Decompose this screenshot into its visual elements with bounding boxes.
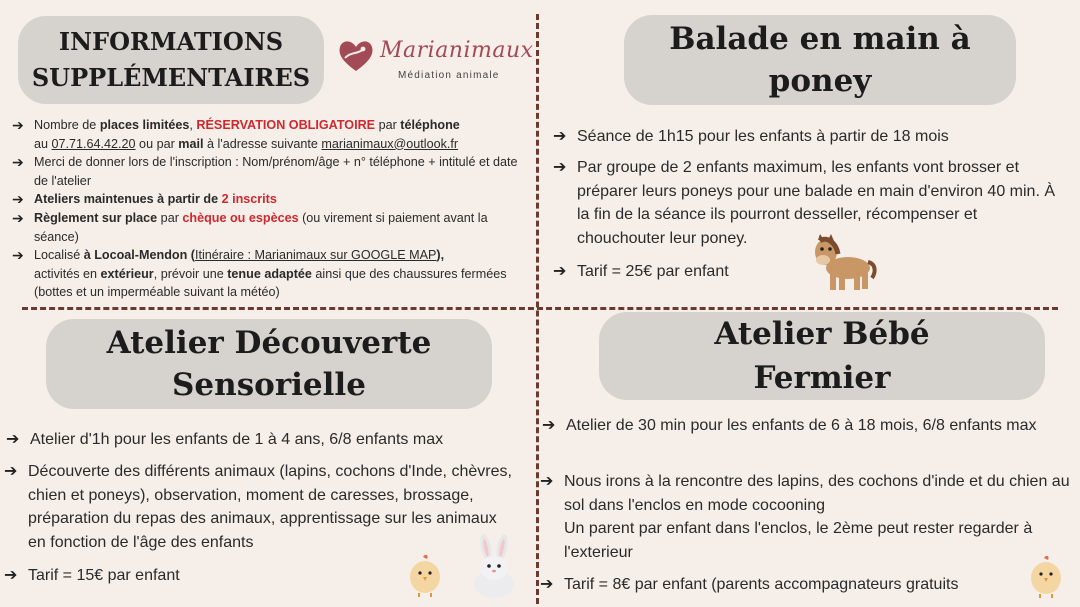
chick-icon <box>1026 554 1066 598</box>
info-item <box>12 153 532 190</box>
info-title-line1: INFORMATIONS <box>58 27 284 56</box>
arrow-icon: ➔ <box>12 117 24 133</box>
info-text: tenue adaptée <box>227 266 312 281</box>
bebe-title-line1: Atelier Bébé <box>714 316 930 352</box>
reservation-obligatoire: RÉSERVATION OBLIGATOIRE <box>196 118 376 132</box>
arrow-icon: ➔ <box>553 159 567 176</box>
info-text: , prévoir une <box>153 266 228 281</box>
info-text: Merci de donner lors de l'inscription : Nom/prénom/âge + n° téléphone + intitulé et date de l'atelier <box>34 155 518 188</box>
arrow-icon: ➔ <box>6 431 20 448</box>
balade-title-pill <box>624 15 1016 105</box>
logo <box>336 36 534 90</box>
bebe-text: Atelier de 30 min pour les enfants de 6 à 18 mois, 6/8 enfants max <box>566 417 1037 434</box>
decouverte-title-line1: Atelier Découverte <box>106 325 432 361</box>
balade-text: Tarif = 25€ par enfant <box>577 263 729 280</box>
bebe-item <box>540 470 1070 564</box>
pony-icon <box>808 232 878 294</box>
info-text: à l'adresse suivante <box>203 136 322 151</box>
balade-text: Séance de 1h15 pour les enfants à partir de 18 mois <box>577 128 949 145</box>
info-text: Règlement sur place <box>34 210 158 225</box>
balade-title-line2: poney <box>768 63 872 99</box>
info-list <box>12 116 532 302</box>
info-text: places limitées <box>99 118 190 132</box>
phone-link[interactable]: 07.71.64.42.20 <box>51 136 136 151</box>
bebe-title-pill <box>599 312 1045 400</box>
decouverte-item <box>4 460 518 554</box>
info-item <box>12 190 532 209</box>
info-text: ), <box>436 248 445 263</box>
decouverte-text: Découverte des différents animaux (lapins, cochons d'Inde, chèvres, chien et poneys), observation, moment de caresses, brossage, préparation du repas des animaux, apprentissage sur les animaux en fonction de l'âge des enfants <box>28 463 512 551</box>
decouverte-title-pill <box>46 319 492 409</box>
decouverte-text: Atelier d'1h pour les enfants de 1 à 4 ans, 6/8 enfants max <box>30 431 444 448</box>
bebe-text: Tarif = 8€ par enfant (parents accompagnateurs gratuits <box>564 576 959 593</box>
arrow-icon: ➔ <box>553 263 567 280</box>
balade-text: Par groupe de 2 enfants maximum, les enfants vont brosser et préparer leurs poneys pour une balade en main d'environ 40 min. À la fin de la séance ils pourront desseller, récompenser et chouchouter leur poney. <box>577 159 1056 247</box>
arrow-icon: ➔ <box>4 463 18 480</box>
arrow-icon: ➔ <box>542 417 556 434</box>
decouverte-item <box>4 564 304 588</box>
map-link[interactable]: Itinéraire : Marianimaux sur GOOGLE MAP <box>194 248 437 263</box>
info-text: Nombre de <box>34 118 100 132</box>
rabbit-icon <box>466 534 524 600</box>
info-title-line2: SUPPLÉMENTAIRES <box>31 63 311 92</box>
arrow-icon: ➔ <box>12 209 24 226</box>
info-text: par <box>157 210 183 225</box>
info-text: extérieur <box>100 266 154 281</box>
info-title-pill <box>18 16 324 104</box>
chick-icon <box>405 553 445 597</box>
email-link[interactable]: marianimaux@outlook.fr <box>321 136 459 151</box>
balade-item <box>553 260 953 284</box>
info-text: par <box>375 118 401 132</box>
logo-name: Marianimaux <box>380 38 534 63</box>
bebe-title-line2: Fermier <box>753 360 891 396</box>
info-text: activités en <box>34 266 101 281</box>
info-text: téléphone <box>400 118 460 132</box>
arrow-icon: ➔ <box>553 128 567 145</box>
info-item <box>12 116 532 153</box>
balade-title-line1: Balade en main à <box>669 21 971 57</box>
decouverte-text: Tarif = 15€ par enfant <box>28 567 180 584</box>
info-text: ainsi que des chaussures fermées (bottes et un imperméable suivant la météo) <box>34 266 507 300</box>
bebe-text: Nous irons à la rencontre des lapins, des cochons d'inde et du chien au sol dans l'enclos en mode cocooning <box>564 473 1070 514</box>
info-text: chèque ou espèces <box>182 210 299 225</box>
bebe-item <box>542 414 1056 438</box>
arrow-icon: ➔ <box>540 473 554 490</box>
arrow-icon: ➔ <box>12 247 24 264</box>
info-text: , <box>189 118 197 132</box>
arrow-icon: ➔ <box>12 191 24 208</box>
info-text: au <box>34 136 52 151</box>
info-text: Localisé <box>34 248 84 263</box>
arrow-icon: ➔ <box>540 576 554 593</box>
info-text: à Locoal-Mendon ( <box>83 248 195 263</box>
info-text: 2 inscrits <box>221 192 277 207</box>
info-text: ou par <box>135 136 179 151</box>
info-item <box>12 246 532 302</box>
bebe-text: Un parent par enfant dans l'enclos, le 2ème peut rester regarder à l'exterieur <box>564 520 1033 561</box>
horizontal-divider <box>22 307 1058 310</box>
logo-tagline: Médiation animale <box>398 70 500 81</box>
info-text: (ou virement si paiement avant la séance) <box>34 210 488 244</box>
info-item <box>12 209 532 246</box>
heart-logo-icon <box>336 36 376 76</box>
info-text: mail <box>178 136 204 151</box>
arrow-icon: ➔ <box>12 154 24 171</box>
arrow-icon: ➔ <box>4 567 18 584</box>
info-text: Ateliers maintenues à partir de <box>34 192 222 207</box>
bebe-item <box>540 573 1010 597</box>
balade-item <box>553 125 1053 149</box>
decouverte-item <box>6 428 516 452</box>
decouverte-title-line2: Sensorielle <box>172 367 366 403</box>
